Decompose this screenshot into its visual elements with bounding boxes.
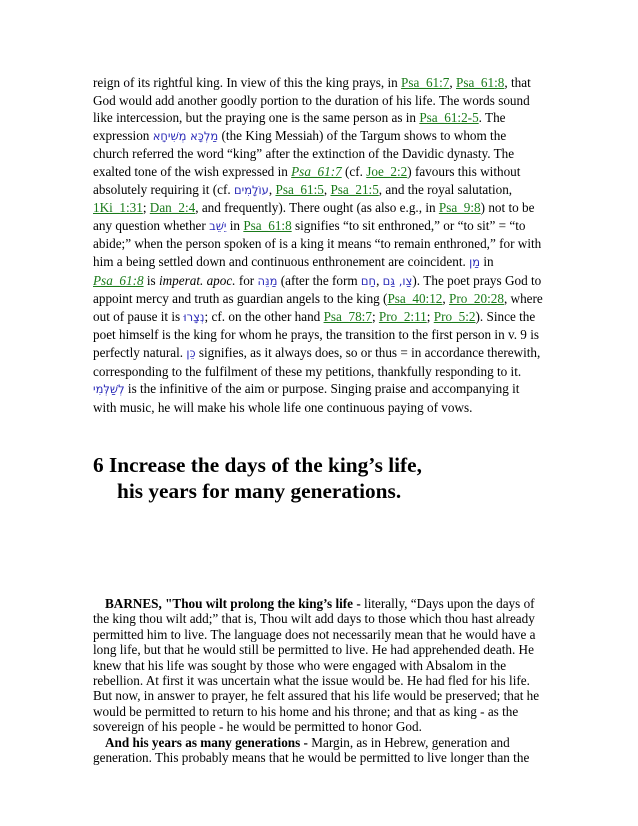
text: , [268,181,276,197]
text: , [449,75,456,90]
hebrew-word: מַלְכָּא מְשִׁיחָא [152,128,219,143]
text: (the King Messiah) of the Targum shows to whom the church referred the word “king” after the extinction of the Davidic dynasty. The exalted tone of the wish expressed in [93,127,515,179]
verse-heading-line-1: 6 Increase the days of the king’s life, [93,453,422,477]
scripture-link[interactable]: Psa_21:5 [330,181,379,197]
text: , that God would add another goodly portion to the duration of his life. The words sound like intercession, but the praying one is the same person as in [93,75,531,126]
scripture-link[interactable]: Pro_20:28 [449,291,504,307]
text: signifies, as it always does, so or thus = in accordance therewith, corresponding to the fulfilment of these my petitions, thankfully responding to it. [93,344,541,379]
text: for [235,272,258,288]
text: , [323,181,331,197]
barnes-lead: BARNES, "Thou wilt prolong the king’s life - [105,596,361,611]
scripture-link[interactable]: Joe_2:2 [366,163,408,179]
text: signifies “to sit enthroned,” or “to sit” = “to abide;” when the person spoken of is a king it means “to remain enthroned,” for with him a being settled down and continuous enthronement are coincident. [93,217,542,269]
text: is the infinitive of the aim or purpose. Singing praise and accompanying it with music, he will make his whole life one continuous paying of vows. [93,381,520,415]
scripture-link[interactable]: Psa_61:2-5 [419,110,479,126]
text: ; [426,308,434,324]
text: ; [142,200,150,216]
barnes-paragraph-2 [93,735,545,766]
text: , [442,291,449,307]
barnes-text: Margin, as in Hebrew, generation and generation. This probably means that he would be permitted to live longer than the [93,734,530,766]
text: (cf. [341,163,367,179]
hebrew-word: נְצָרוּ [183,309,205,324]
hebrew-word: חַם [360,273,377,288]
hebrew-word: יֵשֵׁב [209,218,227,233]
text: ; [371,308,379,324]
text: ). The poet prays God to appoint mercy and truth as guardian angels to the king ( [93,272,542,307]
text: reign of its rightful king. In view of this the king prays, in [93,75,402,90]
text: , [376,272,383,288]
text: . The expression [93,110,506,143]
barnes-text: literally, “Days upon the days of the king thou wilt add;” that is, Thou wilt add days to those which thou hast already permitted him to live. The language does not necessarily mean that he would have a long life, but that he would still be permitted to live. He had apprehended death. He knew that his life was sought by those who were engaged with Absalom in the rebellion. At first it was uncertain what the issue would be. He had fled for his life. But now, in answer to prayer, he felt assured that his life would be preserved; that he would be permitted to return to his home and his throne; and that as king - as the sovereign of his people - he would be permitted to honor God. [93,596,540,735]
text: , where out of pause it is [93,291,543,324]
text: , and frequently). There ought (as also e.g., in [195,200,439,216]
hebrew-word: כֵּן [186,345,196,360]
verse-heading-line-2: his years for many generations. [117,479,402,503]
scripture-link[interactable]: Psa_9:8 [438,200,481,216]
barnes-commentary [93,596,545,765]
scripture-link[interactable]: Psa_78:7 [323,308,372,324]
hebrew-word: צַו, גַּם [382,273,413,288]
text: ) not to be any question whether [93,200,535,233]
scripture-link[interactable]: Psa_61:8 [93,272,144,288]
commentary-body [93,74,545,416]
scripture-link[interactable]: Dan_2:4 [149,200,196,216]
text: in [226,217,244,233]
scripture-link[interactable]: Pro_5:2 [433,308,476,324]
text: is [143,272,159,288]
text: , and the royal salutation, [378,181,513,197]
italic-term: imperat. apoc. [158,272,236,288]
hebrew-word: מַנֵּה [257,273,278,288]
barnes-paragraph-1 [93,596,545,735]
scripture-link[interactable]: Psa_61:7 [401,75,450,90]
text: (after the form [277,272,361,288]
text: ). Since the poet himself is the king for whom he prays, the transition to the first person in v. 9 is perfectly natural. [93,308,539,360]
scripture-link[interactable]: Pro_2:11 [378,308,427,324]
hebrew-word: עוֹלָמִים [234,182,269,197]
verse-heading [93,452,563,504]
scripture-link[interactable]: Psa_61:8 [456,75,505,90]
delitzsch-paragraph [93,74,545,416]
text: ) favours this without absolutely requiring it (cf. [93,163,521,197]
text: in [480,253,494,269]
scripture-link[interactable]: Psa_40:12 [387,291,443,307]
scripture-link[interactable]: Psa_61:8 [243,217,292,233]
scripture-link[interactable]: Psa_61:7 [291,163,342,179]
hebrew-word: מַן [469,254,481,269]
text: ; cf. on the other hand [204,308,324,324]
hebrew-word: לְשַׁלְּמִי [93,382,125,397]
scripture-link[interactable]: 1Ki_1:31 [93,200,143,216]
barnes-lead: And his years as many generations - [105,734,308,750]
scripture-link[interactable]: Psa_61:5 [275,181,324,197]
